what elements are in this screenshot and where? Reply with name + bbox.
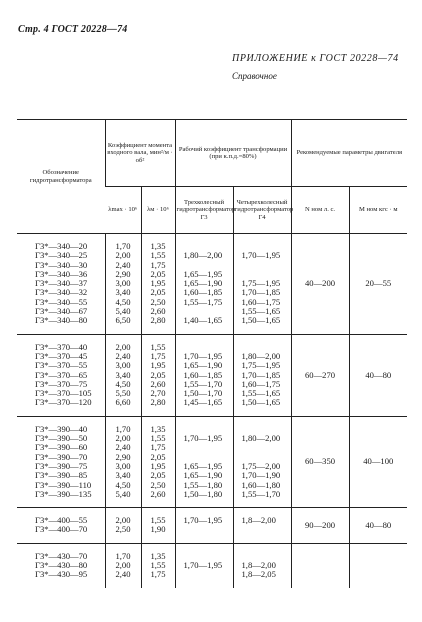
cell-line: 3,00 [115,278,131,289]
cell-line: 1,55—1,65 [241,306,281,317]
g3-cell [175,234,233,335]
cell-line: 1,55 [150,250,166,261]
cell-line: 1,55—1,70 [241,488,281,499]
cell-line: 2,40 [115,442,131,453]
cell-line: Г3*—340—36 [35,268,88,279]
cell-line: 2,05 [150,287,166,298]
cell-line: Г3*—340—25 [35,250,88,261]
n-nom-cell [291,543,349,587]
cell-line: Г3*—390—110 [35,479,92,490]
table-row [17,416,407,507]
lambda-m-cell [141,508,175,544]
cell-line: Г3*—340—20 [35,241,88,251]
cell-line: 1,55—1,65 [241,388,281,399]
cell-line: 2,40 [115,350,131,361]
cell-line: 1,95 [150,278,166,289]
cell-line: 1,55—1,70 [183,378,223,389]
cell-line [184,525,231,534]
cell-line: 2,05 [150,470,166,481]
cell-line: 1,40—1,65 [183,315,223,326]
cell-line: Г3*—370—75 [35,378,88,389]
cell-line: 2,50 [115,524,131,535]
cell-line: Г3*—390—60 [35,442,88,453]
table-header [17,120,407,234]
cell-line: 3,40 [115,369,131,380]
cell-line: 1,75 [150,350,166,361]
m-nom-cell: 40—100 [349,416,407,507]
cell-line: 3,40 [115,287,131,298]
cell-line: 4,50 [115,296,131,307]
cell-line: 6,50 [115,315,131,326]
cell-line: 1,70 [115,241,131,251]
table-group [17,234,407,335]
n-nom-cell: 40—200 [291,234,349,335]
cell-line [242,525,289,534]
designation-cell [17,543,105,587]
cell-line: 1,80—2,00 [241,350,281,361]
cell-line: 2,90 [115,268,131,279]
cell-line: 1,70—1,95 [183,350,223,361]
cell-line: 1,50—1,65 [241,397,281,408]
cell-line: 1,75—1,95 [241,360,281,371]
appendix-title: ПРИЛОЖЕНИЕ к ГОСТ 20228—74 [232,53,399,64]
cell-line: 2,40 [115,569,131,580]
m-nom-cell: 40—80 [349,334,407,416]
g3-cell [175,334,233,416]
cell-line: 3,40 [115,470,131,481]
cell-line: 2,70 [150,388,166,399]
header-moment-coef: Коэффициент момента входного вала, мин²/м · об² [105,120,175,187]
header-m-nom: M ном кгс · м [349,187,407,234]
cell-line: Г3*—430—95 [35,569,88,580]
cell-line: 1,8—2,05 [241,569,276,580]
cell-line: 2,50 [150,479,166,490]
cell-line: 2,80 [150,315,166,326]
cell-line: 2,60 [150,378,166,389]
cell-line: 1,70—1,95 [241,250,281,261]
m-nom-cell: 20—55 [349,234,407,335]
header-n-nom: N ном л. с. [291,187,349,234]
lambda-max-cell [105,334,141,416]
cell-line: 1,65—1,90 [183,278,223,289]
cell-line: 1,45—1,65 [183,397,223,408]
page-header: Стр. 4 ГОСТ 20228—74 [18,24,128,35]
header-engine-params: Рекомендуемые параметры двигателя [291,120,407,187]
cell-line: 1,75 [150,259,166,270]
cell-line: Г3*—370—55 [35,360,88,371]
cell-line: 2,00 [115,341,131,352]
cell-line: 2,05 [150,268,166,279]
n-nom-cell: 90—200 [291,508,349,544]
cell-line: 3,00 [115,460,131,471]
g4-cell [233,416,291,507]
cell-line [242,261,289,270]
cell-line: 2,50 [150,296,166,307]
cell-line: Г3*—430—70 [35,550,88,561]
cell-line: 5,50 [115,388,131,399]
cell-line: Г3*—390—85 [35,470,88,481]
cell-line: 5,40 [115,306,131,317]
cell-line: Г3*—390—70 [35,451,88,462]
cell-line: Г3*—370—105 [35,388,92,399]
cell-line: 2,05 [150,451,166,462]
table-row [17,508,407,544]
cell-line: 2,00 [115,433,131,444]
cell-line: 1,75 [150,442,166,453]
cell-line: 1,65—1,90 [183,360,223,371]
cell-line: 1,95 [150,460,166,471]
lambda-max-cell [105,416,141,507]
lambda-m-cell [141,543,175,587]
cell-line: 1,60—1,85 [183,369,223,380]
table-row [17,234,407,335]
m-nom-cell [349,543,407,587]
cell-line: 1,50—1,80 [183,488,223,499]
designation-cell [17,334,105,416]
cell-line: Г3*—370—40 [35,341,88,352]
cell-line: 2,60 [150,488,166,499]
designation-cell [17,234,105,335]
cell-line: 3,00 [115,360,131,371]
cell-line: 1,70 [115,550,131,561]
cell-line: 1,90 [150,524,166,535]
cell-line: 1,35 [150,423,166,434]
cell-line: 5,40 [115,488,131,499]
header-designation: Обозначение гидротрансформатора [17,120,105,234]
lambda-max-cell [105,508,141,544]
cell-line: Г3*—430—80 [35,560,88,571]
cell-line: 2,40 [115,259,131,270]
cell-line: 1,55 [150,433,166,444]
lambda-m-cell [141,234,175,335]
n-nom-cell: 60—270 [291,334,349,416]
cell-line: 1,70—1,95 [183,560,223,571]
cell-line [184,570,231,579]
lambda-max-cell [105,234,141,335]
cell-line: Г3*—390—50 [35,433,88,444]
cell-line: 1,8—2,00 [241,560,276,571]
cell-line: 1,70—1,90 [241,470,281,481]
cell-line: Г3*—340—30 [35,259,88,270]
lambda-max-cell [105,543,141,587]
cell-line: 1,75 [150,569,166,580]
cell-line: 1,8—2,00 [241,515,276,526]
cell-line: 1,55—1,80 [183,479,223,490]
cell-line: 1,70—1,95 [183,515,223,526]
lambda-m-cell [141,334,175,416]
g3-extra-line: 1,80—2,00 [183,250,223,261]
cell-line: Г3*—340—80 [35,315,88,326]
cell-line: 1,65—1,90 [183,470,223,481]
cell-line: Г3*—370—65 [35,369,88,380]
cell-line [242,443,289,452]
cell-line: 1,80—2,00 [241,433,281,444]
cell-line: 1,75—2,00 [241,460,281,471]
table-group [17,416,407,507]
cell-line: Г3*—390—135 [35,488,92,499]
cell-line: 2,90 [115,451,131,462]
appendix-note: Справочное [232,71,277,81]
g4-cell [233,234,291,335]
header-lambda-max: λmax · 10⁶ [108,206,138,214]
transformer-table [17,119,407,588]
cell-line: 1,60—1,75 [241,378,281,389]
table-row [17,543,407,587]
table-row [17,334,407,416]
table-group [17,543,407,587]
cell-line: Г3*—390—75 [35,460,88,471]
cell-line: Г3*—370—45 [35,350,88,361]
cell-line: Г3*—340—37 [35,278,88,289]
cell-line: 1,70 [115,423,131,434]
cell-line: 1,55 [150,515,166,526]
cell-line: 1,60—1,85 [183,287,223,298]
cell-line: 1,75—1,95 [241,278,281,289]
g4-cell [233,508,291,544]
m-nom-cell: 40—80 [349,508,407,544]
cell-line: 1,50—1,70 [183,388,223,399]
cell-line: 6,60 [115,397,131,408]
header-three-wheel: Трехколесный гидротрансформатор Г3 [175,187,233,234]
cell-line: 1,70—1,85 [241,287,281,298]
g4-cell [233,334,291,416]
g3-cell [175,416,233,507]
cell-line: 1,65—1,95 [183,460,223,471]
header-lambda-m: λм · 10⁶ [141,187,175,234]
cell-line: 1,35 [150,550,166,561]
cell-line: 1,60—1,75 [241,296,281,307]
lambda-m-cell [141,416,175,507]
cell-line: 4,50 [115,479,131,490]
cell-line: 1,60—1,80 [241,479,281,490]
cell-line: 1,65—1,95 [183,268,223,279]
cell-line [184,443,231,452]
cell-line: 1,50—1,65 [241,315,281,326]
cell-line: 1,70—1,95 [183,433,223,444]
cell-line: Г3*—390—40 [35,423,88,434]
cell-line: 2,00 [115,250,131,261]
cell-line: 2,60 [150,306,166,317]
cell-line: Г3*—340—55 [35,296,88,307]
cell-line: 2,00 [115,515,131,526]
g3-cell [175,543,233,587]
n-nom-cell: 60—350 [291,416,349,507]
header-four-wheel: Четырехколесный гидротрансформатор Г4 [233,187,291,234]
cell-line: 1,70—1,85 [241,369,281,380]
cell-line: Г3*—400—70 [35,524,88,535]
cell-line: Г3*—340—67 [35,306,88,317]
cell-line: 2,80 [150,397,166,408]
g4-cell [233,543,291,587]
cell-line: 4,50 [115,378,131,389]
header-transform-coef: Рабочий коэффициент трансформации (при к.п.д.=80%) [175,120,291,187]
table-group [17,508,407,544]
g3-cell [175,508,233,544]
cell-line: Г3*—370—120 [35,397,92,408]
designation-cell [17,416,105,507]
cell-line: 1,95 [150,360,166,371]
cell-line: Г3*—400—55 [35,515,88,526]
designation-cell [17,508,105,544]
cell-line: 2,00 [115,560,131,571]
cell-line: 1,55 [150,341,166,352]
cell-line: Г3*—340—32 [35,287,88,298]
cell-line: 1,55—1,75 [183,296,223,307]
cell-line: 2,05 [150,369,166,380]
cell-line: 1,55 [150,560,166,571]
table-group [17,334,407,416]
cell-line: 1,35 [150,241,166,251]
